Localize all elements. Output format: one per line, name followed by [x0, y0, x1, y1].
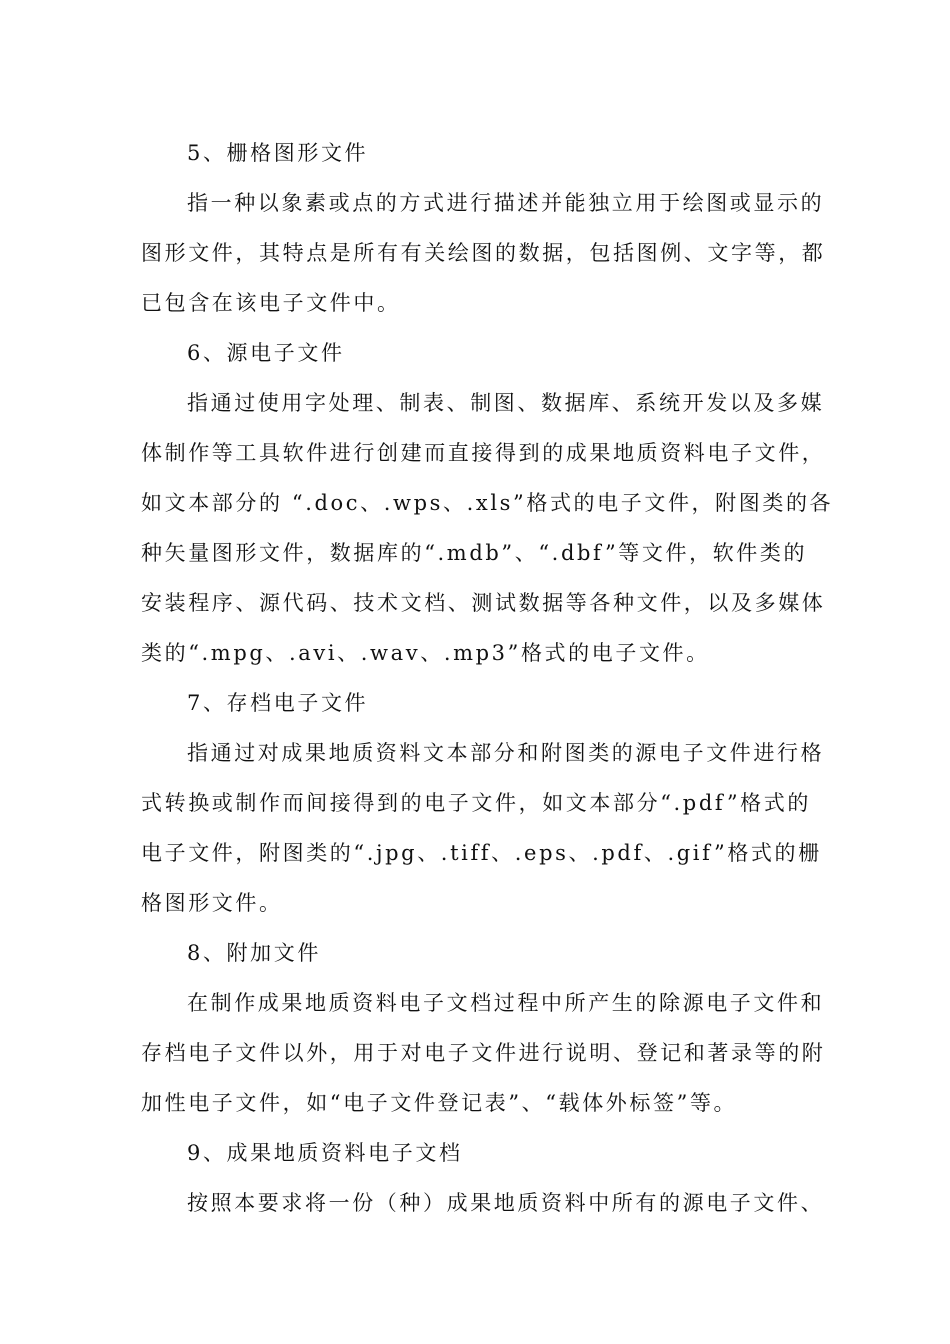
paragraph-line: 存档电子文件以外，用于对电子文件进行说明、登记和著录等的附 — [141, 1041, 826, 1065]
paragraph-line: 如文本部分的 “.doc、.wps、.xls”格式的电子文件，附图类的各 — [141, 491, 834, 515]
section-heading-5: 5、栅格图形文件 — [187, 141, 369, 165]
paragraph-line: 在制作成果地质资料电子文档过程中所产生的除源电子文件和 — [187, 991, 825, 1015]
section-heading-6: 6、源电子文件 — [187, 341, 345, 365]
document-body — [141, 128, 834, 1228]
paragraph-line: 按照本要求将一份（种）成果地质资料中所有的源电子文件、 — [187, 1191, 825, 1215]
paragraph-line: 种矢量图形文件，数据库的“.mdb”、“.dbf”等文件，软件类的 — [141, 541, 808, 565]
paragraph-line: 体制作等工具软件进行创建而直接得到的成果地质资料电子文件， — [141, 441, 826, 465]
paragraph-line: 图形文件，其特点是所有有关绘图的数据，包括图例、文字等，都 — [141, 241, 826, 265]
paragraph-line: 式转换或制作而间接得到的电子文件，如文本部分“.pdf”格式的 — [141, 791, 811, 815]
paragraph-line: 类的“.mpg、.avi、.wav、.mp3”格式的电子文件。 — [141, 641, 710, 665]
section-heading-8: 8、附加文件 — [187, 941, 321, 965]
paragraph-line: 指通过使用字处理、制表、制图、数据库、系统开发以及多媒 — [187, 391, 825, 415]
paragraph-line: 电子文件，附图类的“.jpg、.tiff、.eps、.pdf、.gif”格式的栅 — [141, 841, 822, 865]
paragraph-line: 指通过对成果地质资料文本部分和附图类的源电子文件进行格 — [187, 741, 825, 765]
section-heading-7: 7、存档电子文件 — [187, 691, 369, 715]
paragraph-line: 加性电子文件，如“电子文件登记表”、“载体外标签”等。 — [141, 1091, 738, 1115]
section-heading-9: 9、成果地质资料电子文档 — [187, 1141, 463, 1165]
paragraph-line: 已包含在该电子文件中。 — [141, 291, 401, 315]
paragraph-line: 指一种以象素或点的方式进行描述并能独立用于绘图或显示的 — [187, 191, 825, 215]
paragraph-line: 安装程序、源代码、技术文档、测试数据等各种文件，以及多媒体 — [141, 591, 826, 615]
paragraph-line: 格图形文件。 — [141, 891, 283, 915]
